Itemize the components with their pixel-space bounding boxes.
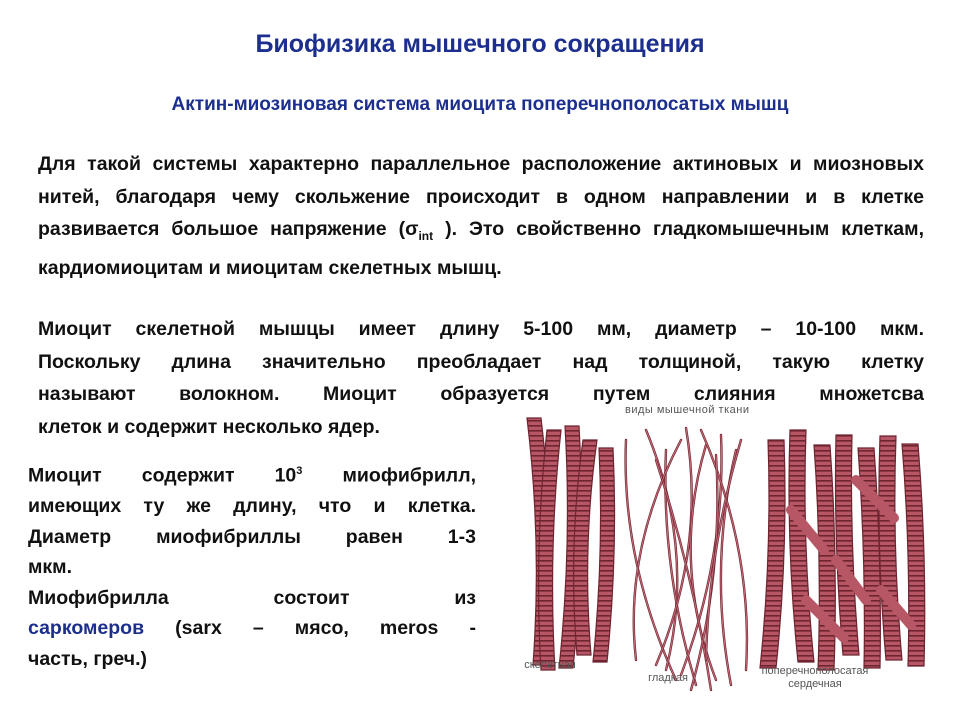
p3-line6-rest: (sarx – мясо, meros -: [144, 617, 476, 639]
sigma-subscript: int: [418, 228, 434, 243]
smooth-fiber: [626, 440, 676, 680]
paragraph-myofibril: [28, 456, 476, 674]
slide-title: Биофизика мышечного сокращения: [255, 30, 705, 58]
p3-line: Миофибрилла состоит из: [28, 586, 476, 609]
cardiac-fibers: [760, 430, 925, 670]
paragraph-actin-myosin: [38, 148, 924, 285]
sarcomere-term: саркомеров: [28, 617, 145, 639]
p3-line1-pre: Миоцит содержит 10: [28, 464, 297, 487]
p3-line: Диаметр миофибриллы равен 1-3: [28, 525, 476, 548]
p3-line: [28, 613, 476, 644]
p2-line: Миоцит скелетной мышцы имеет длину 5-100 мм, диаметр – 10-100 мкм.: [38, 318, 924, 340]
figure-title: виды мышечной ткани: [625, 404, 750, 416]
p1-text-after: ). Это свойственно гладкомышечным клеткам, кардиомиоцитам и миоцитам скелетных мышц.: [38, 218, 924, 280]
smooth-fiber: [646, 430, 677, 670]
skeletal-fiber: [593, 448, 615, 662]
skeletal-fibers: [527, 418, 615, 670]
smooth-fibers: [626, 428, 747, 690]
p2-line: называют волокном. Миоцит образуется путем слияния множетсва: [38, 383, 924, 405]
p3-line: имеющих ту же длину, что и клетка.: [28, 495, 476, 517]
cardiac-fiber: [789, 430, 814, 662]
cardiac-fiber: [835, 435, 859, 655]
caption-cardiac-line1: поперечнополосатая: [761, 665, 869, 677]
caption-skeletal: скелетная: [524, 659, 576, 671]
caption-smooth: гладкая: [648, 672, 688, 684]
p3-line: [28, 456, 476, 491]
p3-line: мкм.: [28, 556, 73, 578]
caption-cardiac-line2: сердечная: [788, 678, 842, 690]
smooth-fiber-highlight: [626, 440, 676, 680]
p3-line: часть, греч.): [28, 647, 148, 670]
p1-text-before: Для такой системы характерно параллельное расположение актиновых и миозновых нитей, благодаря чему скольжение происходит в одном направлении и в клетке развивается большое напряжение (σ: [38, 153, 924, 240]
p2-line: Поскольку длина значительно преобладает над толщиной, такую клетку: [38, 350, 924, 373]
cardiac-fiber: [760, 440, 785, 668]
cardiac-fiber: [879, 436, 902, 660]
slide-subtitle: Актин-миозиновая система миоцита поперечнополосатых мышц: [171, 94, 789, 115]
p3-line1-post: миофибрилл,: [302, 464, 477, 487]
p2-line: клеток и содержит несколько ядер.: [38, 415, 380, 438]
power-superscript: 3: [296, 465, 303, 477]
caption-cardiac: [740, 665, 890, 691]
cardiac-fiber: [902, 444, 925, 666]
